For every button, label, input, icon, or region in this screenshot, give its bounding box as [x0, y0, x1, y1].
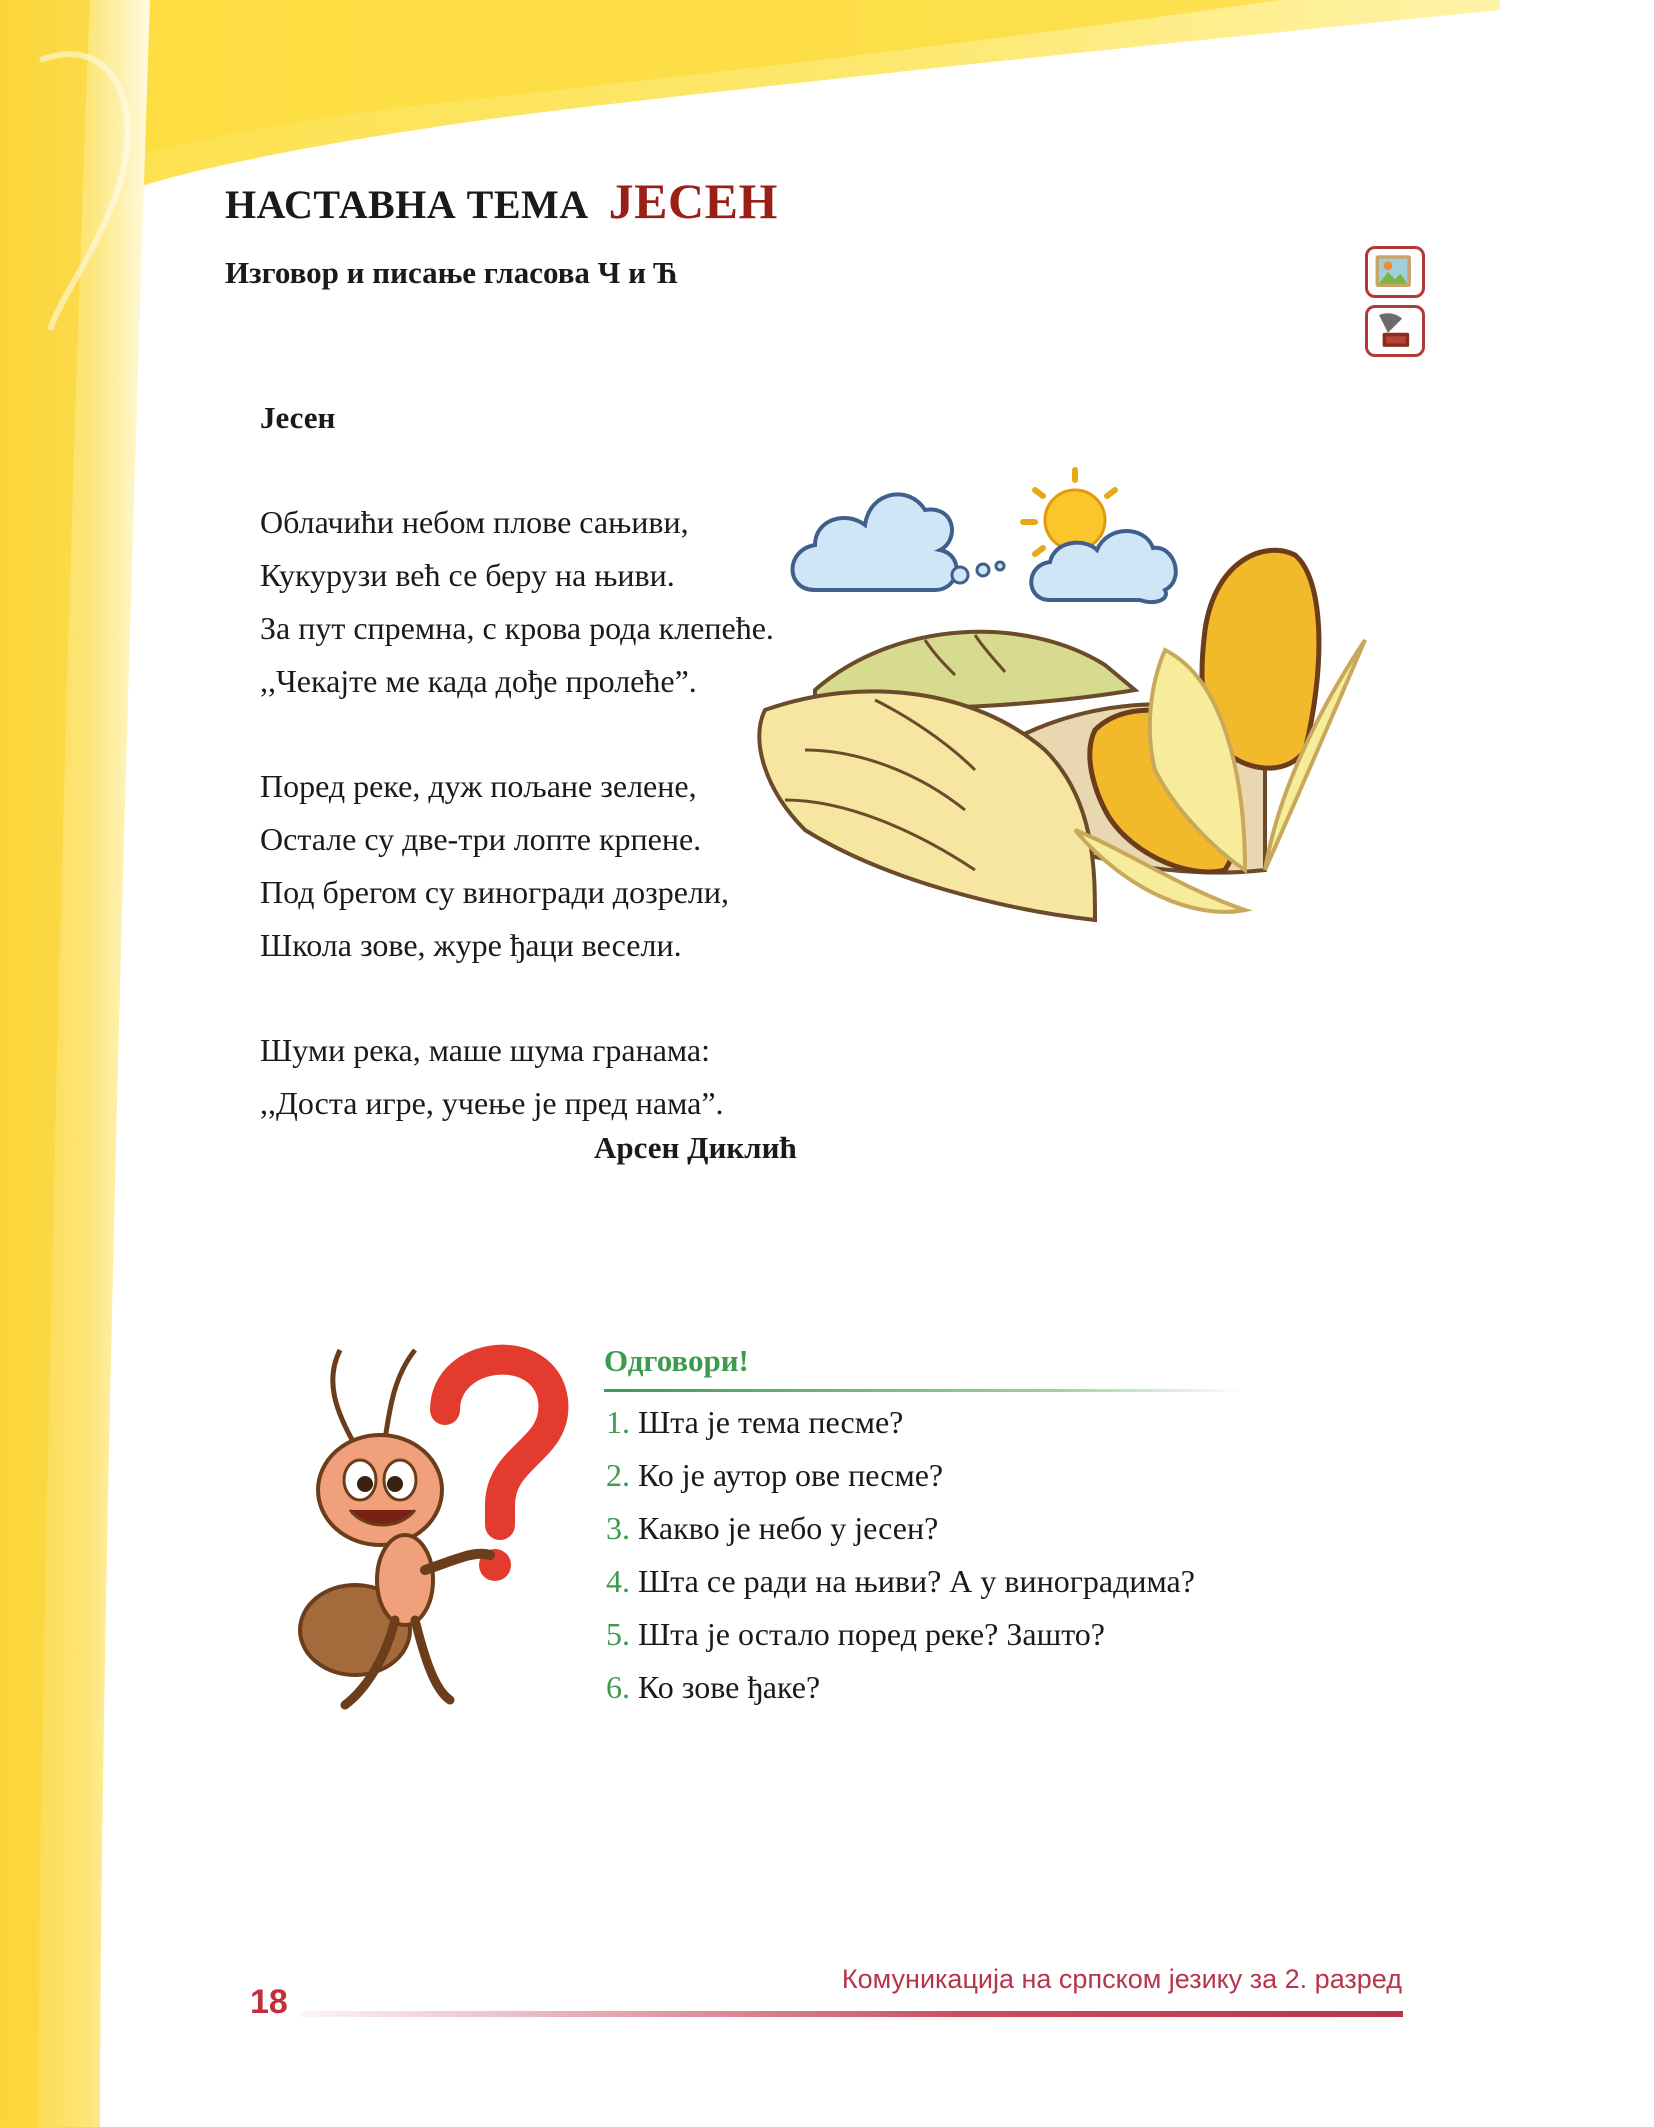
question-mark-icon [445, 1360, 553, 1581]
question-number: 4. [606, 1563, 630, 1599]
page-title [225, 172, 778, 230]
question-item [606, 1449, 1195, 1502]
ant-mascot-illustration [285, 1330, 595, 1730]
poem-stanza-3 [260, 1024, 724, 1130]
poem-line: Облачићи небом плове сањиви, [260, 504, 689, 540]
questions-list [606, 1396, 1195, 1714]
lesson-subtitle: Изговор и писање гласова Ч и Ћ [225, 255, 679, 290]
question-number: 6. [606, 1669, 630, 1705]
questions-heading: Одговори! [604, 1343, 749, 1378]
question-text: Ко је аутор ове песме? [638, 1457, 944, 1493]
question-text: Шта је остало поред реке? Зашто? [638, 1616, 1105, 1652]
question-text: Шта се ради на њиви? А у виноградима? [638, 1563, 1195, 1599]
poem-line: За пут спремна, с крова рода клепеће. [260, 610, 774, 646]
question-number: 1. [606, 1404, 630, 1440]
question-item [606, 1396, 1195, 1449]
image-gallery-button[interactable] [1365, 246, 1425, 298]
cloud-icon [793, 494, 957, 590]
poem-line: Поред реке, дуж пољане зелене, [260, 768, 697, 804]
question-text: Шта је тема песме? [638, 1404, 904, 1440]
poem-line: Остале су две-три лопте крпене. [260, 821, 702, 857]
autumn-corn-illustration [745, 450, 1445, 940]
question-item [606, 1608, 1195, 1661]
title-prefix: НАСТАВНА ТЕМА [225, 182, 589, 227]
poem-stanza-2 [260, 760, 729, 972]
poem-stanza-1 [260, 496, 774, 708]
question-item [606, 1661, 1195, 1714]
book-title: Комуникација на српском језику за 2. разред [841, 1964, 1402, 1994]
footer-divider [300, 2011, 1403, 2017]
poem-author: Арсен Диклић [594, 1130, 797, 1165]
corn-icon [1075, 550, 1365, 912]
poem-line: ,,Чекајте ме када дође пролеће”. [260, 663, 697, 699]
gramophone-icon [1368, 308, 1422, 354]
poem-line: Школа зове, журе ђаци весели. [260, 927, 682, 963]
poem-line: ,,Доста игре, учење је пред нама”. [260, 1085, 724, 1121]
question-number: 3. [606, 1510, 630, 1546]
poem-line: Кукурузи већ се беру на њиви. [260, 557, 675, 593]
image-gallery-icon [1368, 249, 1422, 295]
question-text: Какво је небо у јесен? [638, 1510, 939, 1546]
title-accent: ЈЕСЕН [608, 173, 778, 229]
questions-divider [604, 1389, 1244, 1392]
question-number: 5. [606, 1616, 630, 1652]
poem-line: Под брегом су виногради дозрели, [260, 874, 730, 910]
audio-button[interactable] [1365, 305, 1425, 357]
question-text: Ко зове ђаке? [638, 1669, 821, 1705]
question-item [606, 1502, 1195, 1555]
poem-title: Јесен [260, 400, 336, 435]
poem-line: Шуми река, маше шума гранама: [260, 1032, 711, 1068]
page-number: 18 [250, 1983, 288, 2021]
question-number: 2. [606, 1457, 630, 1493]
question-item [606, 1555, 1195, 1608]
